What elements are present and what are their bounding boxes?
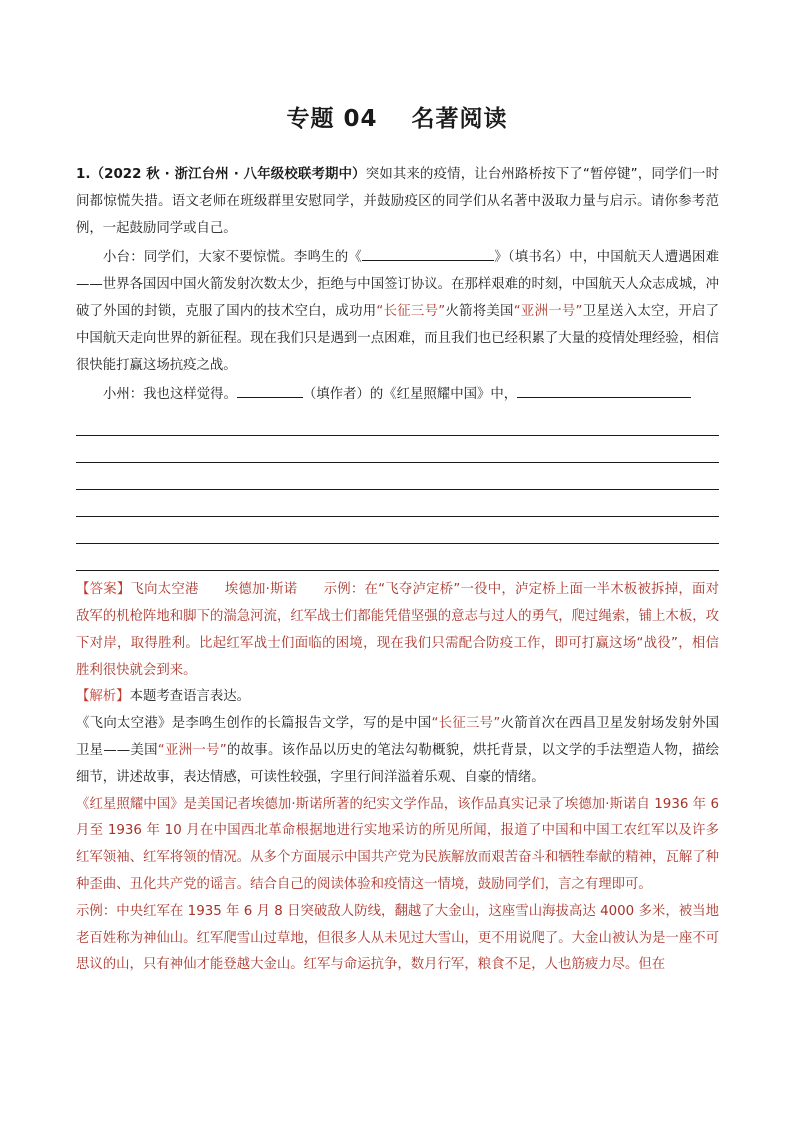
question-prompt [76, 162, 719, 242]
analysis-p1-a: 《飞向太空港》是李鸣生创作的长篇报告文学，写的是中国 [76, 716, 432, 732]
analysis-p1-c: 的故事。该作品以历史的笔法勾勒概貌，烘托背景，以文学的手法塑造人物，描绘细节，讲述故事，表达情感，可读性较强，字里行间洋溢着乐观、自豪的情绪。 [76, 742, 720, 785]
answer-tag: 【答案】 [76, 582, 131, 598]
answer-line [76, 517, 719, 544]
title-topic-name: 名著阅读 [411, 106, 508, 132]
answer-author: 埃德加·斯诺 [224, 582, 298, 598]
answer-section [76, 577, 719, 979]
answer-line [76, 463, 719, 490]
analysis-intro [76, 684, 719, 711]
xiaotai-text-b: 》（填书名）中，中国航天人遭遇困难——世界各国因中国火箭发射次数太少，拒绝与中国签订协议。在那样艰难的时刻，中国航天人众志成城，冲破了外国的封锁，克服了国内的技术空白，成功用 [76, 250, 719, 319]
analysis-p1-b: 火箭首次在西昌卫星发射场发射外国卫星——美国 [76, 716, 720, 758]
xiaozhou-text-b: （填作者）的《红星照耀中国》中， [302, 387, 518, 403]
answer-lines[interactable] [76, 409, 719, 571]
answer-book: 飞向太空港 [130, 582, 199, 598]
analysis-yazhou: “亚洲一号” [157, 742, 227, 758]
book-title-blank[interactable] [362, 242, 494, 261]
analysis-changzheng: “长征三号” [431, 716, 501, 732]
answer-line [76, 436, 719, 463]
xiaozhou-text-a: 小州：我也这样觉得。 [103, 387, 237, 403]
xiaotai-text-a: 小台：同学们，大家不要惊慌。李鸣生的《 [103, 250, 362, 266]
analysis-paragraph-2: 《红星照耀中国》是美国记者埃德加·斯诺所著的纪实文学作品，该作品真实记录了埃德加·斯诺自 1936 年 6 月至 1936 年 10 月在中国西北革命根据地进行实地采访的所见所闻，报道了中国和中国工农红军以及许多红军领袖、红军将领的情况。从多个方面展示中国共产党为民族解放而艰苦奋斗和牺牲奉献的精神，瓦解了种种歪曲、丑化共产党的谣言。结合自己的阅读体验和疫情这一情境，鼓励同学们，言之有理即可。 [76, 796, 719, 892]
analysis-paragraph-3: 示例：中央红军在 1935 年 6 月 8 日突破敌人防线，翻越了大金山，这座雪山海拔高达 4000 多米，被当地老百姓称为神仙山。红军爬雪山过草地，但很多人从未见过大雪山，更不用说爬了。大金山被认为是一座不可思议的山，只有神仙才能登越大金山。红军与命运抗争，数月行军，粮食不足，人也筋疲力尽。但在 [76, 903, 719, 973]
xiaozhou-paragraph [76, 379, 719, 409]
answer-line [76, 544, 719, 571]
yazhou-name: “亚洲一号” [513, 303, 583, 319]
answer-line [76, 490, 719, 517]
page-title [0, 100, 794, 133]
answer-line [76, 409, 719, 436]
answer-blank-inline[interactable] [517, 379, 691, 398]
analysis-intro-text: 本题考查语言表达。 [129, 689, 251, 705]
changzheng-name: “长征三号” [376, 303, 446, 319]
question-prompt-text: 突如其来的疫情，让台州路桥按下了“暂停键”，同学们一时间都惊慌失措。语文老师在班级群里安慰同学，并鼓励疫区的同学们从名著中汲取力量与启示。请你参考范例，一起鼓励同学或自己。 [76, 167, 719, 236]
analysis-tag: 【解析】 [76, 689, 130, 705]
xiaotai-text-c: 火箭将美国 [445, 303, 514, 319]
answer-example: 示例：在“飞夺泸定桥”一役中，泸定桥上面一半木板被拆掉，面对敌军的机枪阵地和脚下的湍急河流，红军战士们都能凭借坚强的意志与过人的勇气，爬过绳索，铺上木板，攻下对岸，取得胜利。比起红军战士们面临的困境，现在我们只需配合防疫工作，即可打赢这场“战役”，相信胜利很快就会到来。 [76, 582, 720, 678]
xiaotai-paragraph [76, 242, 719, 379]
question-source: （2022 秋 · 浙江台州 · 八年级校联考期中） [90, 167, 366, 182]
title-topic-number: 专题 04 [286, 106, 378, 132]
xiaotai-text-d: 卫星送入太空，开启了中国航天走向世界的新征程。现在我们只是遇到一点困难，而且我们也已经积累了大量的疫情处理经验，相信很快能打赢这场抗疫之战。 [76, 303, 720, 373]
answer-paragraph [76, 577, 719, 684]
author-blank[interactable] [237, 379, 303, 398]
question-number: 1. [76, 167, 91, 182]
content-area [76, 162, 719, 979]
analysis-paragraph-1 [76, 711, 719, 791]
